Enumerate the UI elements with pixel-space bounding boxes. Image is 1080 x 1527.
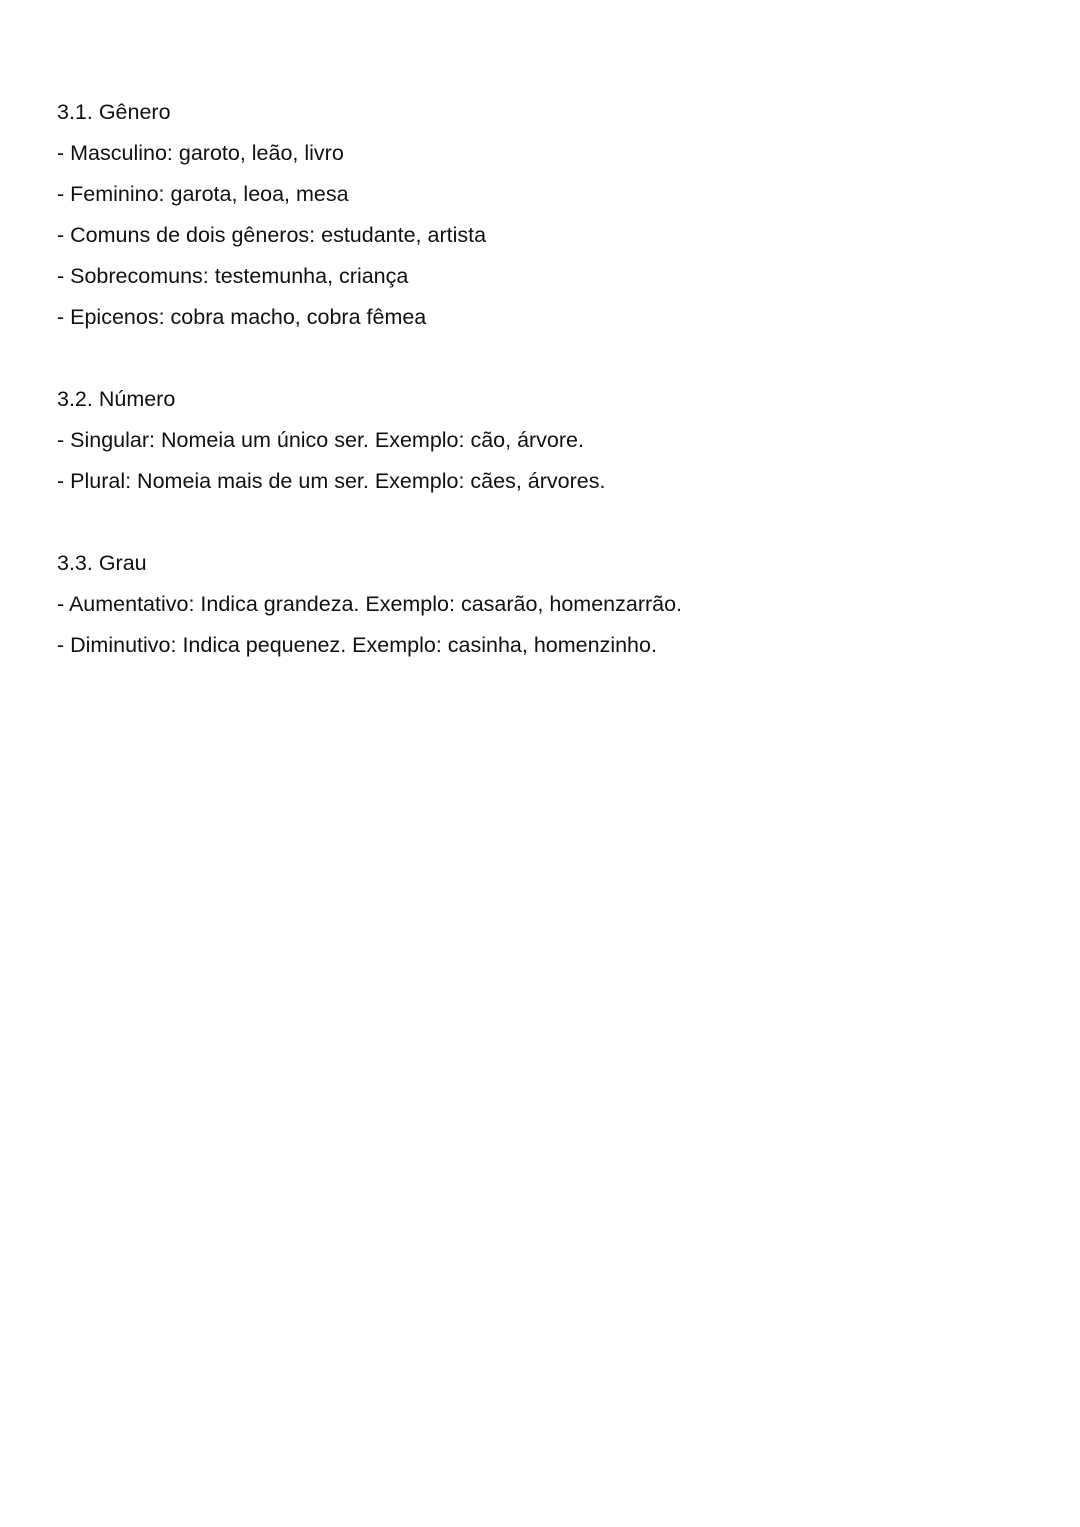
list-item: - Comuns de dois gêneros: estudante, artista — [57, 223, 487, 247]
list-item: - Epicenos: cobra macho, cobra fêmea — [57, 305, 427, 329]
list-item: - Diminutivo: Indica pequenez. Exemplo: casinha, homenzinho. — [57, 633, 657, 657]
section-grau — [57, 543, 682, 666]
list-item: - Sobrecomuns: testemunha, criança — [57, 264, 409, 288]
list-item: - Singular: Nomeia um único ser. Exemplo: cão, árvore. — [57, 428, 584, 452]
section-heading: 3.3. Grau — [57, 551, 147, 575]
list-item: - Aumentativo: Indica grandeza. Exemplo: casarão, homenzarrão. — [57, 592, 683, 616]
list-item: - Masculino: garoto, leão, livro — [57, 141, 344, 165]
document-body — [57, 92, 682, 707]
section-genero — [57, 92, 682, 338]
list-item: - Feminino: garota, leoa, mesa — [57, 182, 349, 206]
section-heading: 3.2. Número — [57, 387, 176, 411]
section-heading: 3.1. Gênero — [57, 100, 171, 124]
section-numero — [57, 379, 682, 502]
list-item: - Plural: Nomeia mais de um ser. Exemplo: cães, árvores. — [57, 469, 606, 493]
